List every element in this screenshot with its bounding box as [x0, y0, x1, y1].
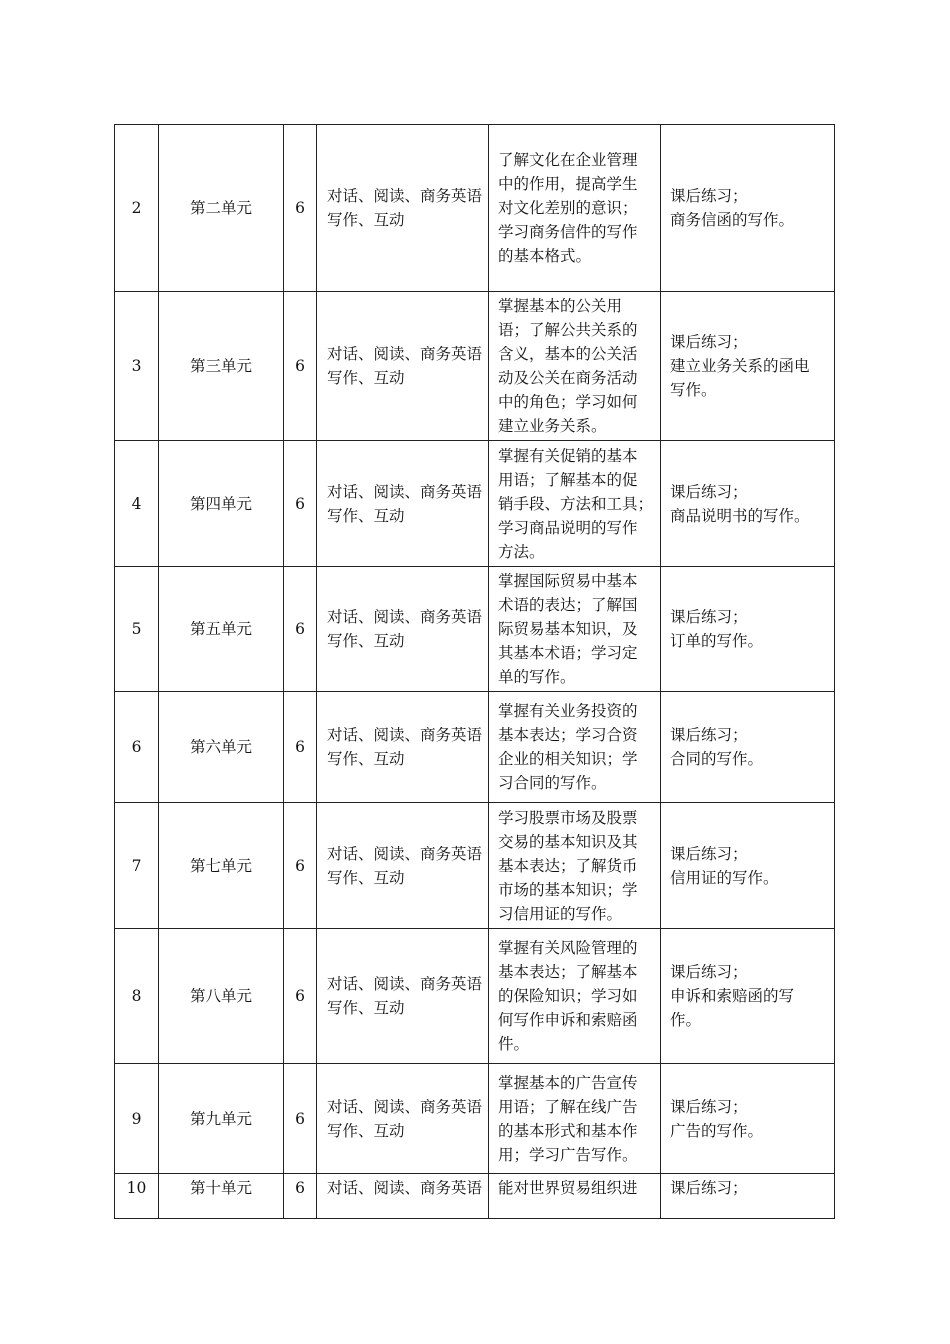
assignment: 课后练习； 订单的写作。 — [670, 608, 764, 650]
unit-name: 第七单元 — [159, 803, 284, 929]
unit-number: 10 — [115, 1174, 159, 1219]
table-row — [115, 1064, 835, 1174]
syllabus-table — [114, 124, 835, 1219]
table-row — [115, 1174, 835, 1219]
unit-name: 第五单元 — [159, 567, 284, 692]
unit-hours: 6 — [284, 125, 317, 292]
unit-number: 8 — [115, 929, 159, 1064]
teaching-goal: 掌握有关促销的基本 用语；了解基本的促 销手段、方法和工具； 学习商品说明的写作 方法。 — [498, 446, 654, 561]
table-row — [115, 292, 835, 441]
assignment: 课后练习； 申诉和索赔函的写 作。 — [670, 963, 795, 1029]
unit-number: 6 — [115, 692, 159, 803]
unit-hours: 6 — [284, 1064, 317, 1174]
teaching-method: 对话、阅读、商务英语 写作、互动 — [327, 482, 483, 525]
unit-number: 3 — [115, 292, 159, 441]
teaching-goal: 掌握有关业务投资的 基本表达；学习合资 企业的相关知识；学 习合同的写作。 — [498, 702, 638, 792]
unit-number: 5 — [115, 567, 159, 692]
unit-name: 第八单元 — [159, 929, 284, 1064]
teaching-goal: 掌握国际贸易中基本 术语的表达；了解国 际贸易基本知识，及 其基本术语；学习定 单的写作。 — [498, 572, 638, 686]
unit-name: 第二单元 — [159, 125, 284, 292]
assignment: 课后练习； 建立业务关系的函电 写作。 — [670, 333, 810, 399]
table-row — [115, 803, 835, 929]
assignment: 课后练习； 合同的写作。 — [670, 726, 764, 768]
assignment: 课后练习； 信用证的写作。 — [670, 844, 779, 887]
assignment: 课后练习； 商务信函的写作。 — [670, 187, 795, 229]
table-row — [115, 692, 835, 803]
table-row — [115, 125, 835, 292]
assignment: 课后练习； — [670, 1179, 748, 1197]
unit-name: 第四单元 — [159, 441, 284, 567]
teaching-method: 对话、阅读、商务英语 — [327, 1179, 483, 1197]
unit-hours: 6 — [284, 692, 317, 803]
unit-name: 第九单元 — [159, 1064, 284, 1174]
teaching-method: 对话、阅读、商务英语 写作、互动 — [327, 975, 483, 1017]
table-row — [115, 929, 835, 1064]
unit-number: 4 — [115, 441, 159, 567]
teaching-goal: 掌握有关风险管理的 基本表达；了解基本 的保险知识；学习如 何写作申诉和索赔函 件。 — [498, 939, 638, 1053]
unit-hours: 6 — [284, 1174, 317, 1219]
assignment: 课后练习； 商品说明书的写作。 — [670, 482, 810, 525]
teaching-method: 对话、阅读、商务英语 写作、互动 — [327, 345, 483, 387]
unit-name: 第十单元 — [159, 1174, 284, 1219]
teaching-method: 对话、阅读、商务英语 写作、互动 — [327, 1097, 483, 1140]
unit-hours: 6 — [284, 292, 317, 441]
teaching-goal: 学习股票市场及股票 交易的基本知识及其 基本表达；了解货币 市场的基本知识；学 习信用证的写作。 — [498, 808, 638, 923]
unit-number: 2 — [115, 125, 159, 292]
table-row — [115, 567, 835, 692]
unit-number: 9 — [115, 1064, 159, 1174]
teaching-method: 对话、阅读、商务英语 写作、互动 — [327, 187, 483, 229]
teaching-goal: 掌握基本的广告宣传 用语；了解在线广告 的基本形式和基本作 用；学习广告写作。 — [498, 1073, 638, 1164]
teaching-method: 对话、阅读、商务英语 写作、互动 — [327, 844, 483, 887]
teaching-goal: 能对世界贸易组织进 — [498, 1179, 638, 1197]
unit-hours: 6 — [284, 441, 317, 567]
teaching-method: 对话、阅读、商务英语 写作、互动 — [327, 726, 483, 768]
unit-hours: 6 — [284, 929, 317, 1064]
unit-number: 7 — [115, 803, 159, 929]
assignment: 课后练习； 广告的写作。 — [670, 1097, 764, 1140]
table-row — [115, 441, 835, 567]
unit-hours: 6 — [284, 567, 317, 692]
unit-name: 第六单元 — [159, 692, 284, 803]
unit-name: 第三单元 — [159, 292, 284, 441]
teaching-goal: 了解文化在企业管理 中的作用，提高学生 对文化差别的意识； 学习商务信件的写作 的基本格式。 — [498, 151, 638, 265]
teaching-goal: 掌握基本的公关用 语；了解公共关系的 含义，基本的公关活 动及公关在商务活动 中的角色；学习如何 建立业务关系。 — [498, 297, 638, 435]
unit-hours: 6 — [284, 803, 317, 929]
teaching-method: 对话、阅读、商务英语 写作、互动 — [327, 608, 483, 650]
